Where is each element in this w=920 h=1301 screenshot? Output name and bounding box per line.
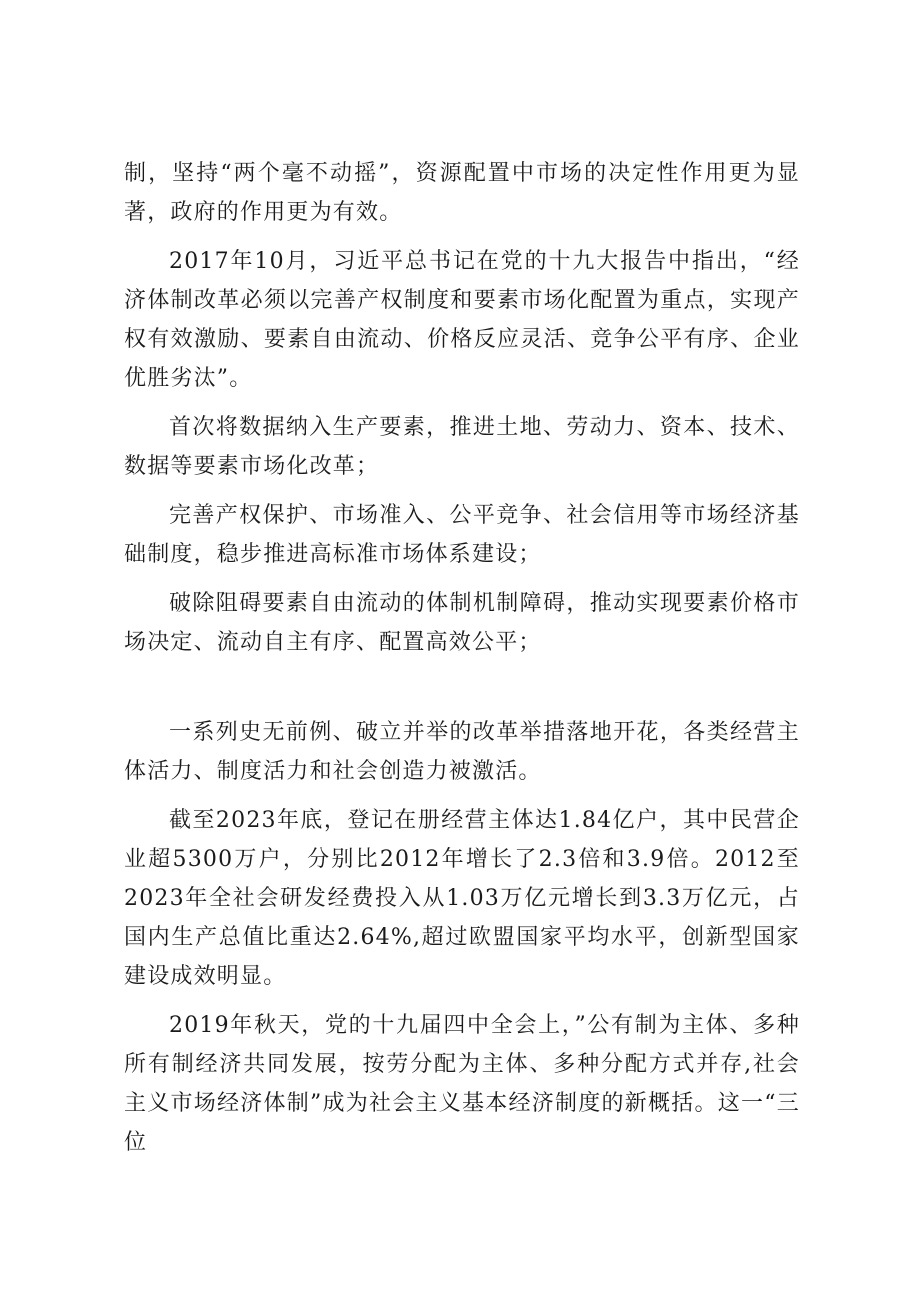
document-body xyxy=(124,154,800,1172)
paragraph: 截至2023年底，登记在册经营主体达1.84亿户，其中民营企业超5300万户，分别比2012年增长了2.3倍和3.9倍。2012至2023年全社会研发经费投入从1.03万亿元增长到3.3万亿元，占国内生产总值比重达2.64%,超过欧盟国家平均水平，创新型国家建设成效明显。 xyxy=(124,808,800,989)
paragraph: 制，坚持“两个毫不动摇”，资源配置中市场的决定性作用更为显著，政府的作用更为有效。 xyxy=(124,161,800,225)
paragraph: 完善产权保护、市场准入、公平竞争、社会信用等市场经济基础制度，稳步推进高标准市场体系建设； xyxy=(124,503,800,567)
paragraph: 破除阻碍要素自由流动的体制机制障碍，推动实现要素价格市场决定、流动自主有序、配置高效公平； xyxy=(124,591,800,655)
paragraph: 2019年秋天，党的十九届四中全会上，”公有制为主体、多种所有制经济共同发展，按劳分配为主体、多种分配方式并存,社会主义市场经济体制”成为社会主义基本经济制度的新概括。这一“三位 xyxy=(124,1013,800,1155)
paragraph-spacer xyxy=(124,672,800,713)
paragraph: 首次将数据纳入生产要素，推进土地、劳动力、资本、技术、数据等要素市场化改革； xyxy=(124,415,800,479)
paragraph: 一系列史无前例、破立并举的改革举措落地开花，各类经营主体活力、制度活力和社会创造力被激活。 xyxy=(124,720,800,784)
paragraph: 2017年10月，习近平总书记在党的十九大报告中指出，“经济体制改革必须以完善产权制度和要素市场化配置为重点，实现产权有效激励、要素自由流动、价格反应灵活、竞争公平有序、企业优胜劣汰”。 xyxy=(124,249,800,391)
